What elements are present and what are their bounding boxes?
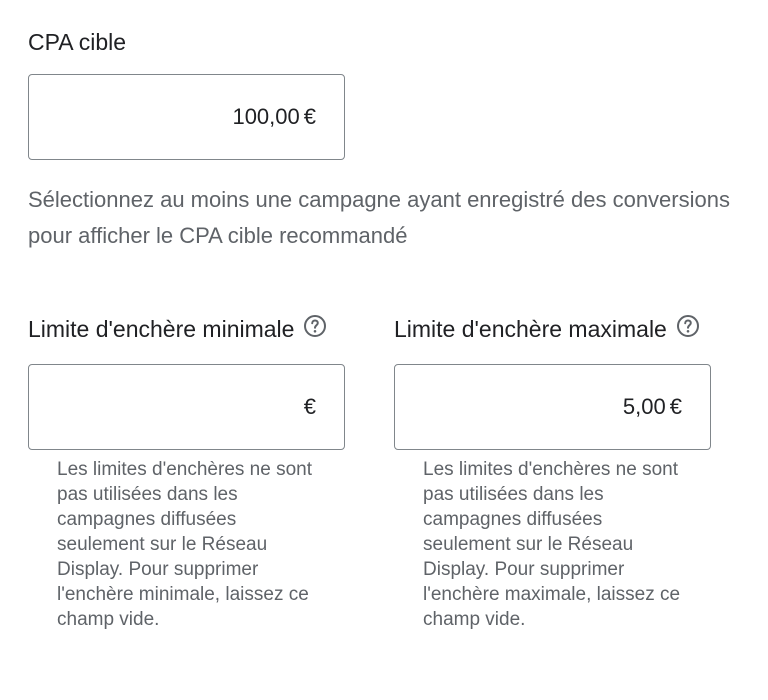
max-bid-value: 5,00 [622,394,666,419]
min-bid-hint: Les limites d'enchères ne sont pas utilisées dans les campagnes diffusées seulement sur le Réseau Display. Pour supprimer l'enchère minimale, laissez ce champ vide. [57,459,312,630]
max-bid-currency: € [669,394,682,419]
cpa-input[interactable] [28,74,345,160]
min-bid-label-row [28,312,327,346]
cpa-label: CPA cible [28,29,127,55]
max-bid-hint: Les limites d'enchères ne sont pas utilisées dans les campagnes diffusées seulement sur le Réseau Display. Pour supprimer l'enchère maximale, laissez ce champ vide. [423,459,681,630]
cpa-currency: € [303,104,316,129]
min-bid-label: Limite d'enchère minimale [28,316,295,342]
min-bid-help-icon[interactable] [303,313,327,337]
cpa-value: 100,00 [232,104,300,129]
max-bid-label-row [394,312,700,346]
max-bid-input[interactable] [394,364,711,450]
min-bid-input[interactable] [28,364,345,450]
max-bid-label: Limite d'enchère maximale [394,316,667,342]
min-bid-currency: € [303,394,316,419]
cpa-info-text: Sélectionnez au moins une campagne ayant enregistré des conversions pour afficher le CPA cible recommandé [28,187,730,248]
max-bid-help-icon[interactable] [676,313,700,337]
